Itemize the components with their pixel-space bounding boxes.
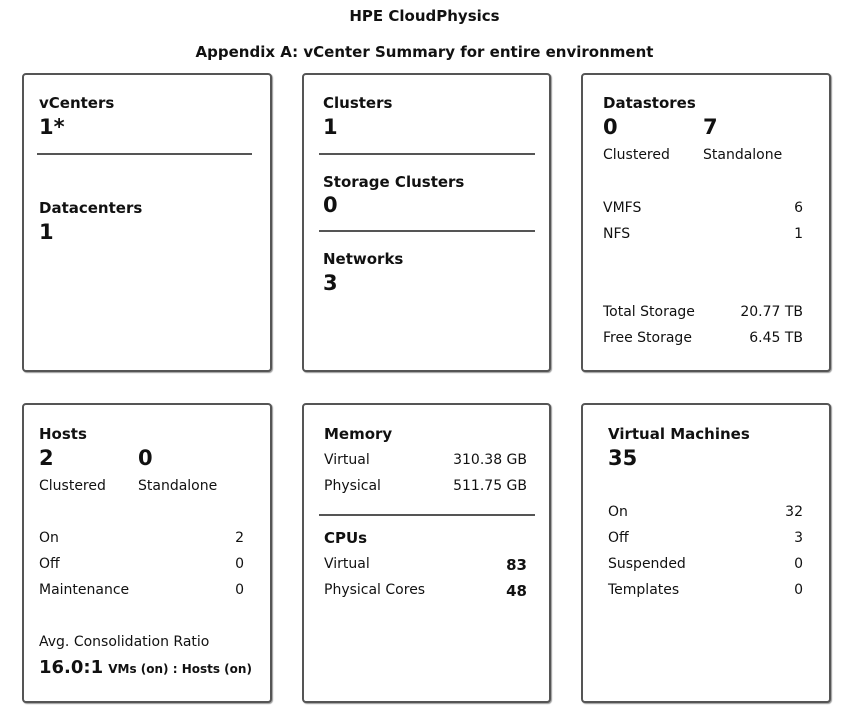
memory-label: Memory bbox=[324, 425, 393, 443]
divider bbox=[37, 153, 252, 155]
storage-clusters-value: 0 bbox=[323, 193, 338, 217]
vmfs-label: VMFS bbox=[603, 200, 642, 216]
hosts-clustered-value: 2 bbox=[39, 446, 54, 470]
consolidation-ratio-value: 16.0:1 bbox=[39, 657, 104, 678]
hosts-standalone-label: Standalone bbox=[138, 478, 218, 494]
hosts-card bbox=[22, 403, 272, 703]
cpus-label: CPUs bbox=[324, 529, 368, 547]
vmfs-value: 6 bbox=[794, 200, 803, 216]
datastores-standalone-label: Standalone bbox=[703, 147, 783, 163]
vms-on-label: On bbox=[608, 504, 628, 520]
vms-value: 35 bbox=[608, 446, 638, 470]
vms-templates-label: Templates bbox=[608, 582, 680, 598]
hosts-on-value: 2 bbox=[235, 530, 244, 546]
storage-clusters-label: Storage Clusters bbox=[323, 173, 465, 191]
consolidation-ratio bbox=[39, 657, 252, 678]
cpu-virtual-value: 83 bbox=[506, 556, 527, 574]
vms-off-value: 3 bbox=[794, 530, 803, 546]
vms-suspended-label: Suspended bbox=[608, 556, 686, 572]
vms-suspended-value: 0 bbox=[794, 556, 803, 572]
hosts-on-label: On bbox=[39, 530, 59, 546]
cpu-virtual-label: Virtual bbox=[324, 556, 370, 572]
hosts-off-value: 0 bbox=[235, 556, 244, 572]
vcenters-label: vCenters bbox=[39, 94, 115, 112]
divider bbox=[319, 230, 535, 232]
report-subtitle: Appendix A: vCenter Summary for entire environment bbox=[195, 43, 654, 61]
datastores-clustered-value: 0 bbox=[603, 115, 618, 139]
vms-label: Virtual Machines bbox=[608, 425, 750, 443]
vms-on-value: 32 bbox=[785, 504, 803, 520]
datastores-card bbox=[581, 73, 831, 372]
clusters-card bbox=[302, 73, 551, 372]
datacenters-label: Datacenters bbox=[39, 199, 143, 217]
nfs-value: 1 bbox=[794, 226, 803, 242]
hosts-clustered-label: Clustered bbox=[39, 478, 106, 494]
clusters-label: Clusters bbox=[323, 94, 393, 112]
free-storage-label: Free Storage bbox=[603, 330, 692, 346]
memory-physical-value: 511.75 GB bbox=[453, 478, 527, 494]
physical-cores-label: Physical Cores bbox=[324, 582, 426, 598]
datastores-label: Datastores bbox=[603, 94, 696, 112]
datastores-standalone-value: 7 bbox=[703, 115, 718, 139]
clusters-value: 1 bbox=[323, 115, 338, 139]
nfs-label: NFS bbox=[603, 226, 631, 242]
total-storage-label: Total Storage bbox=[603, 304, 695, 320]
memory-virtual-value: 310.38 GB bbox=[453, 452, 527, 468]
hosts-label: Hosts bbox=[39, 425, 87, 443]
consolidation-ratio-label: Avg. Consolidation Ratio bbox=[39, 634, 210, 650]
networks-value: 3 bbox=[323, 271, 338, 295]
divider bbox=[319, 153, 535, 155]
free-storage-value: 6.45 TB bbox=[749, 330, 803, 346]
datastores-clustered-label: Clustered bbox=[603, 147, 670, 163]
memory-physical-label: Physical bbox=[324, 478, 381, 494]
datacenters-value: 1 bbox=[39, 220, 54, 244]
vms-off-label: Off bbox=[608, 530, 629, 546]
hosts-standalone-value: 0 bbox=[138, 446, 153, 470]
networks-label: Networks bbox=[323, 250, 404, 268]
vcenters-card bbox=[22, 73, 272, 372]
memory-cpu-card bbox=[302, 403, 551, 703]
consolidation-ratio-suffix: VMs (on) : Hosts (on) bbox=[108, 662, 252, 676]
total-storage-value: 20.77 TB bbox=[740, 304, 803, 320]
physical-cores-value: 48 bbox=[506, 582, 527, 600]
hosts-off-label: Off bbox=[39, 556, 60, 572]
hosts-maintenance-value: 0 bbox=[235, 582, 244, 598]
hosts-maintenance-label: Maintenance bbox=[39, 582, 130, 598]
divider bbox=[319, 514, 535, 516]
report-title: HPE CloudPhysics bbox=[349, 7, 500, 25]
vms-templates-value: 0 bbox=[794, 582, 803, 598]
virtual-machines-card bbox=[581, 403, 831, 703]
memory-virtual-label: Virtual bbox=[324, 452, 370, 468]
vcenters-value: 1* bbox=[39, 115, 65, 139]
